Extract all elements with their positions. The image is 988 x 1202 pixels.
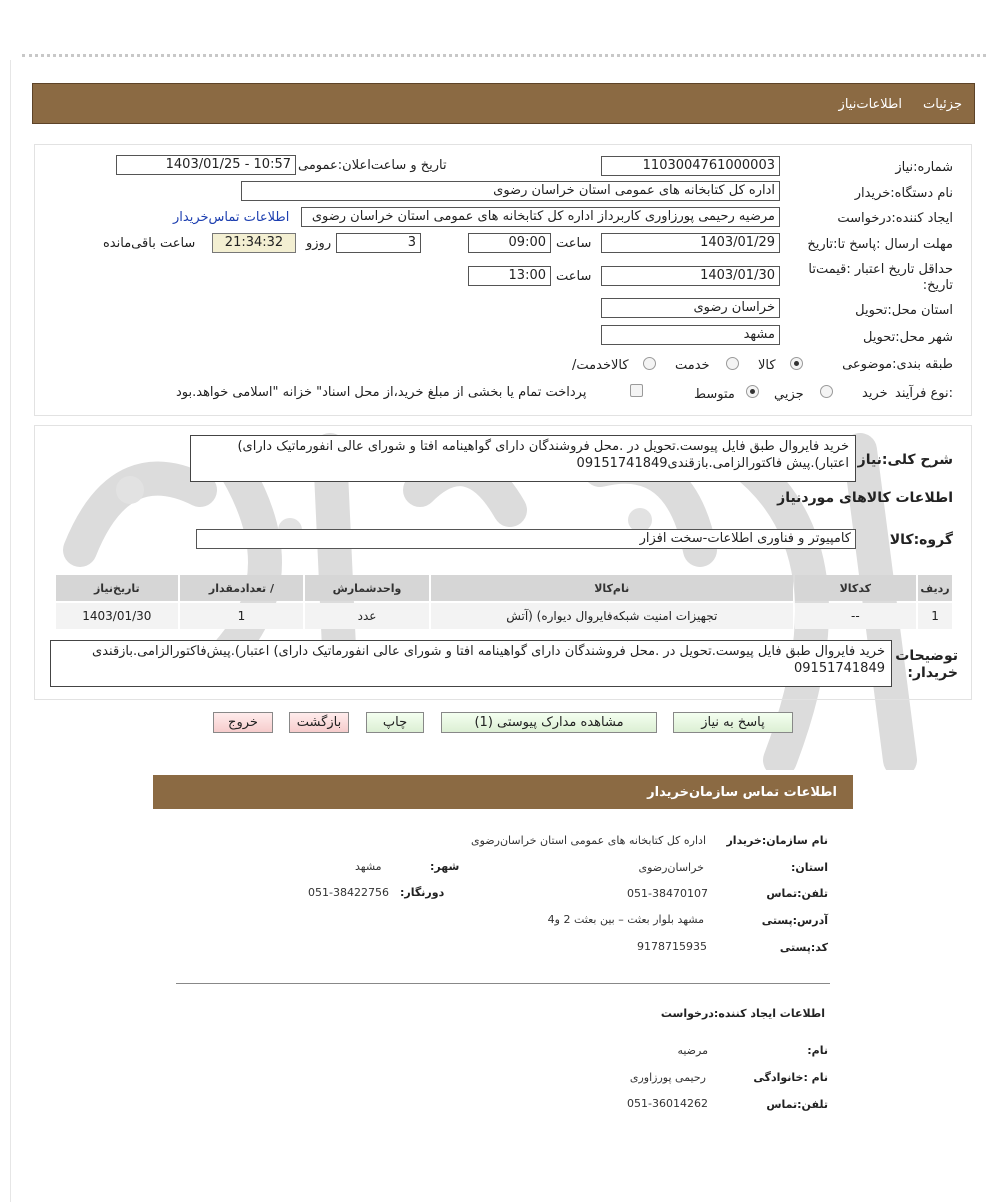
category-label: طبقه بندی:موضوعی	[842, 357, 953, 372]
process-medium-label: متوسط	[694, 387, 735, 402]
contact-phone-value: 051-38470107	[627, 887, 708, 900]
process-buy-label: خرید	[862, 386, 888, 401]
contact-address-label: آدرس:پستی	[761, 914, 828, 927]
col-row-header: ردیف	[918, 575, 952, 601]
city-label: شهر محل:تحویل	[863, 330, 953, 345]
validity-time-word: ساعت	[556, 269, 592, 284]
cell-row: 1	[918, 603, 952, 629]
contact-postal-value: 9178715935	[637, 940, 707, 953]
col-unit-header: واحدشمارش	[305, 575, 429, 601]
buyer-notes-field: خرید فایروال طبق فایل پیوست.تحویل در .محل فروشندگان دارای گواهینامه افتا و شورای عالی انفورماتیک دارای) اعتبار).پیش‌فاکتورالزامی.بازقندی 09151741849	[50, 640, 892, 687]
contact-phone-label: تلفن:تماس	[766, 887, 828, 900]
col-qty-header: / تعدادمقدار	[180, 575, 304, 601]
back-button[interactable]: بازگشت	[289, 712, 349, 733]
goods-table	[54, 573, 954, 631]
process-small-label: جزیي	[774, 387, 804, 402]
buyer-notes-label: توضیحات	[895, 648, 958, 664]
treasury-payment-note: پرداخت تمام یا بخشی از مبلغ خرید،از محل اسناد" خزانه "اسلامی خواهد.بود	[176, 385, 587, 400]
price-validity-label: حداقل تاریخ اعتبار :قیمت‌تا	[808, 262, 953, 277]
creator-label: ایجاد کننده:درخواست	[837, 211, 953, 226]
org-value: اداره کل کتابخانه های عمومی استان خراسان‌رضوی	[471, 834, 706, 847]
send-deadline-label: مهلت ارسال :پاسخ تا:تاریخ	[807, 237, 953, 252]
reply-button[interactable]: پاسخ به نیاز	[673, 712, 793, 733]
creator-family-value: رحیمی پورزاوری	[629, 1071, 706, 1084]
summary-label: شرح کلی:نیاز	[857, 452, 953, 468]
need-info-header	[32, 83, 975, 124]
creator-family-label: نام :خانوادگی	[753, 1071, 828, 1084]
goods-group-field: کامپیوتر و فناوری اطلاعات-سخت افزار	[196, 529, 856, 549]
creator-phone-label: تلفن:تماس	[766, 1098, 828, 1111]
goods-info-title: اطلاعات کالاهای مورد‌نیاز	[777, 490, 953, 506]
goods-group-label: گروه:کالا	[889, 532, 953, 548]
top-dotted-divider	[22, 54, 986, 57]
province-field: خراسان رضوی	[601, 298, 780, 318]
category-goods-radio[interactable]	[790, 357, 803, 370]
tab-details[interactable]: جزئیات	[923, 97, 962, 112]
contact-fax-value: 051-38422756	[308, 886, 389, 899]
creator-name-value: مرضیه	[677, 1044, 708, 1057]
cell-date: 1403/01/30	[56, 603, 178, 629]
days-field: 3	[336, 233, 421, 253]
print-button[interactable]: چاپ	[366, 712, 424, 733]
table-row	[56, 603, 952, 629]
city-field: مشهد	[601, 325, 780, 345]
days-word: روزو	[306, 236, 332, 251]
creator-field: مرضیه رحیمی پورزاوری کاربرداز اداره کل کتابخانه های عمومی استان خراسان رضوی	[301, 207, 780, 227]
send-time-word: ساعت	[556, 236, 592, 251]
send-time-field: 09:00	[468, 233, 551, 253]
buyer-notes-label-2: :خریدار	[907, 665, 958, 681]
category-goods-label: کالا	[758, 358, 776, 373]
buyer-contact-header	[153, 775, 853, 809]
cell-code: --	[795, 603, 916, 629]
cell-unit: عدد	[305, 603, 429, 629]
process-type-label: نوع فرآیند:	[895, 386, 953, 401]
contact-city-value: مشهد	[355, 860, 382, 873]
remaining-time-field: 21:34:32	[212, 233, 296, 253]
buyer-contact-link[interactable]: اطلاعات تماس‌خریدار	[173, 210, 290, 225]
contact-fax-label: :دورنگار	[400, 886, 445, 899]
contact-divider	[176, 983, 830, 984]
exit-button[interactable]: خروج	[213, 712, 273, 733]
col-date-header: تاریخ‌نیاز	[56, 575, 178, 601]
buyer-org-field: اداره کل کتابخانه های عمومی استان خراسان رضوی	[241, 181, 780, 201]
treasury-payment-checkbox[interactable]	[630, 384, 643, 397]
announce-field: 1403/01/25 - 10:57	[116, 155, 296, 175]
need-number-label: شماره:نیاز	[895, 160, 953, 175]
creator-phone-value: 051-36014262	[627, 1097, 708, 1110]
contact-province-value: خراسان‌رضوی	[638, 861, 704, 874]
cell-name: تجهیزات امنیت شبکه‌فایروال دیواره) (آتش	[431, 603, 793, 629]
org-label: نام سازمان:خریدار	[726, 834, 828, 847]
tab-need-info[interactable]: اطلاعات‌نیاز	[838, 97, 902, 112]
contact-postal-label: کد:پستی	[779, 941, 828, 954]
category-service-label: خدمت	[675, 358, 710, 373]
contact-city-label: :شهر	[430, 860, 460, 873]
send-date-field: 1403/01/29	[601, 233, 780, 253]
contact-province-label: :استان	[790, 861, 828, 874]
summary-field: خرید فایروال طبق فایل پیوست.تحویل در .محل فروشندگان دارای گواهینامه افتا و شورای عالی انفورماتیک دارای) اعتبار).پیش فاکتورالزامی.بازقندی09151741849	[190, 435, 856, 482]
col-code-header: کدکالا	[795, 575, 916, 601]
category-goods-service-label: /کالاخدمت	[572, 358, 629, 373]
process-medium-radio[interactable]	[746, 385, 759, 398]
need-number-field: 1103004761000003	[601, 156, 780, 176]
creator-info-title: اطلاعات ایجاد کننده:درخواست	[660, 1007, 825, 1020]
buyer-contact-title: اطلاعات تماس سازمان‌خریدار	[647, 785, 837, 800]
buyer-org-label: نام دستگاه:خریدار	[854, 186, 953, 201]
announce-label: تاریخ و ساعت‌اعلان:عمومی	[298, 158, 447, 173]
province-label: استان محل:تحویل	[855, 303, 953, 318]
contact-address-value: مشهد بلوار بعثت – بین بعثت 2 و4	[547, 913, 704, 926]
category-goods-service-radio[interactable]	[643, 357, 656, 370]
col-name-header: نام‌کالا	[431, 575, 793, 601]
creator-name-label: :نام	[807, 1044, 828, 1057]
validity-date-field: 1403/01/30	[601, 266, 780, 286]
process-small-radio[interactable]	[820, 385, 833, 398]
view-attachments-button[interactable]: مشاهده مدارک پیوستی (1)	[441, 712, 657, 733]
cell-qty: 1	[180, 603, 304, 629]
left-border-line	[10, 60, 11, 1202]
category-service-radio[interactable]	[726, 357, 739, 370]
remaining-label: ساعت باقی‌مانده	[103, 236, 196, 251]
validity-time-field: 13:00	[468, 266, 551, 286]
price-validity-label-2: :تاریخ	[922, 278, 953, 293]
